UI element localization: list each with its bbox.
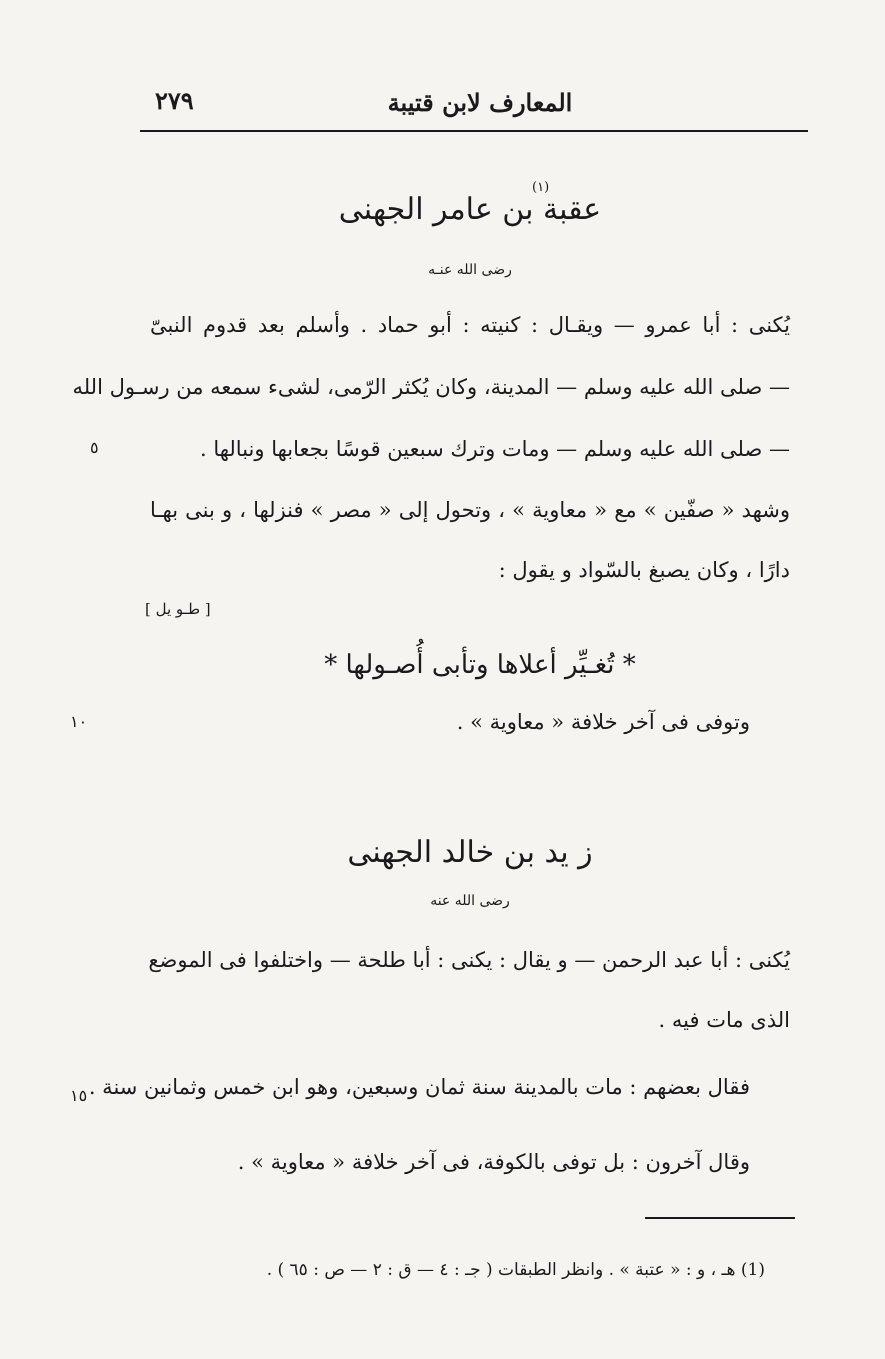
text-line: فقال بعضهم : مات بالمدينة سنة ثمان وسبعين، وهو ابن خمس وثمانين سنة . [88,1075,750,1099]
section-title-text: عقبة بن عامر الجهنى [338,192,602,227]
page-number: ٢٧٩ [155,86,194,115]
text-line: — صلى الله عليه وسلم — المدينة، وكان يُكثر الرّمى، لشىء سمعه من رسـول الله [72,375,790,399]
section-title-zayd: ز يد بن خالد الجهنى [347,835,593,870]
footnote-rule [645,1217,795,1219]
honorific: رضى الله عنـه [428,262,512,278]
text-line: وقال آخرون : بل توفى بالكوفة، فى آخر خلافة « معاوية » . [237,1150,750,1174]
text-line: يُكنى : أبا عمرو — ويقـال : كنيته : أبو حماد . وأسلم بعد قدوم النبىّ [150,313,790,337]
section-title-uqba [200,192,740,227]
text-line: دارًا ، وكان يصبغ بالسّواد و يقول : [498,558,790,582]
text-line: الذى مات فيه . [658,1008,790,1032]
footnote-reference: (١) [532,180,550,195]
text-line: يُكنى : أبا عبد الرحمن — و يقال : يكنى : أبا طلحة — واختلفوا فى الموضع [148,948,790,972]
margin-line-number: ١٥ [70,1086,88,1105]
text-line: — صلى الله عليه وسلم — ومات وترك سبعين قوسًا بجعابها ونبالها . [199,437,790,461]
footnote: (1) هـ ، و : « عتبة » . وانظر الطبقات ( جـ : ٤ — ق : ٢ — ص : ٦٥ ) . [266,1260,765,1280]
text-line: وتوفى فى آخر خلافة « معاوية » . [456,710,750,734]
honorific: رضى الله عنه [430,893,510,909]
header-rule [140,130,808,132]
poem-verse: * تُغـيِّر أعلاها وتأبى أُصـولها * [324,650,636,680]
running-title: المعارف لابن قتيبة [387,88,573,117]
margin-line-number: ١٠ [70,712,88,731]
meter-label: [ طـو يل ] [145,600,211,618]
margin-line-number: ٥ [90,438,99,457]
text-line: وشهد « صفّين » مع « معاوية » ، وتحول إلى « مصر » فنزلها ، و بنى بهـا [150,498,790,522]
